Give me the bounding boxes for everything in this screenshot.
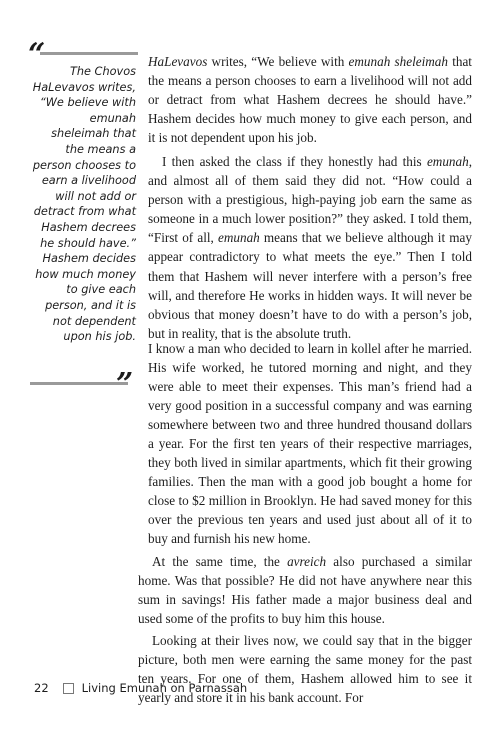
text-run: means that we believe although it may appear contradictory to what meets the eye.” Then I told them that Hashem will never interfere with a person’s free will, and therefore He works in hidden ways. It will never be obvious that money doesn’t have to do with a person’s job, but in reality, that is the absolute truth. xyxy=(148,230,472,341)
text-run: that the means a person chooses to earn a livelihood will not add or detract from what Hashem decrees he should have.” Hashem decides how much money to give each person, and it is not dependent upon his job. xyxy=(148,54,472,146)
text-run: also purchased a similar home. Was that possible? He did not have anywhere near this sum in savings! His father made a major business deal and used some of the profits to buy him this house. xyxy=(138,553,472,626)
paragraph-2 xyxy=(148,152,472,342)
paragraph-5: Looking at their lives now, we could say that in the bigger picture, both men were earning the same money for the past ten years. For one of them, Hashem allowed him to see it yearly and store it in his bank account. For xyxy=(138,632,472,705)
pull-quote-top-rule xyxy=(40,52,138,55)
italic-term: emunah sheleimah xyxy=(348,54,448,69)
pull-quote-text: The Chovos HaLevavos writes, “We believe with emunah sheleimah that the means a person chooses to earn a livelihood will not add or detract from what Hashem decrees he should have.” Hashem decides how much money to give each person, and it is not dependent upon his job. xyxy=(32,65,136,344)
italic-term: emunah xyxy=(426,154,469,170)
main-column-narrow xyxy=(148,52,472,348)
square-separator-icon xyxy=(63,683,74,694)
paragraph-4 xyxy=(138,552,472,628)
text-run: writes, “We believe with xyxy=(207,54,349,69)
text-run: At the same time, the xyxy=(152,553,288,569)
text-run: I then asked the class if they honestly had this xyxy=(162,154,427,170)
paragraph-3: I know a man who decided to learn in kollel after he married. His wife worked, he tutored morning and night, and they were able to meet their expenses. This man’s friend had a very good position in a successful company and was earning somewhere between two and three hundred thousand dollars a year. For the first ten years of their respective marriages, they both lived in similar apartments, which fit their growing families. Then the man with a good job bought a home for close to $2 million in Brooklyn. He had saved money for this over the previous ten years and used just about all of it to buy and furnish his new home. xyxy=(148,341,472,547)
main-column-wide xyxy=(138,339,472,710)
text-run: , and almost all of them said they did not. “How could a person with a prestigious, high-paying job earn the same as someone in a much lower position?” they asked. I told them, “First of all, xyxy=(148,154,472,246)
paragraph-1 xyxy=(148,52,472,147)
close-quote-icon: ” xyxy=(116,367,134,402)
pull-quote-bottom-rule xyxy=(30,382,128,385)
page-number: 22 xyxy=(34,681,49,695)
italic-term: HaLevavos xyxy=(148,54,208,69)
book-title: Living Emunah on Parnassah xyxy=(81,681,248,695)
italic-term: avreich xyxy=(287,553,327,569)
open-quote-icon: “ xyxy=(28,37,46,72)
page-footer xyxy=(34,681,247,695)
italic-term: emunah xyxy=(218,230,260,246)
